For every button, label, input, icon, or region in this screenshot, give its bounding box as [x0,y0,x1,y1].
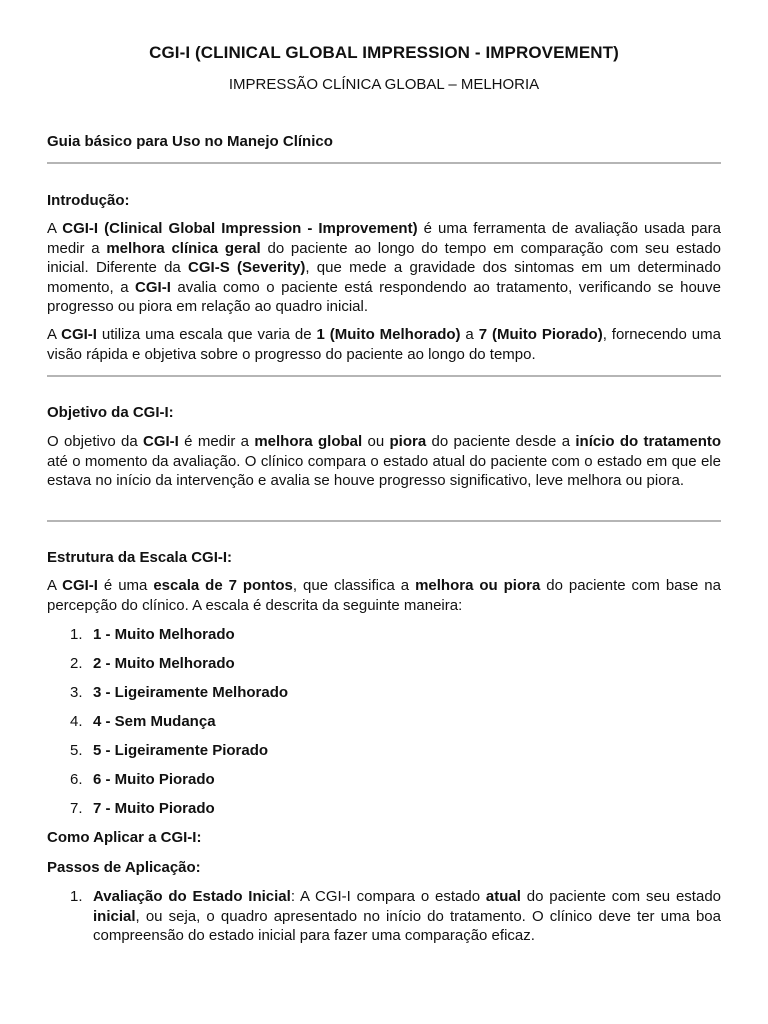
bold-text-run: atual [485,888,521,905]
step-item [47,887,721,946]
list-label: 6 - Muito Piorado [93,771,215,788]
list-label: 2 - Muito Melhorado [93,655,235,672]
bold-text-run: 7 (Muito Piorado) [478,326,603,343]
list-number: 3. [70,684,83,701]
text-run: do paciente com base na percepção do clínico. A escala é descrita da seguinte maneira: [47,577,721,614]
text-run: A [47,577,63,594]
objective-heading: Objetivo da CGI-I: [47,404,174,421]
bold-text-run: 1 (Muito Melhorado) [316,326,461,343]
bold-text-run: CGI-S (Severity) [188,259,306,277]
list-number: 1. [70,626,83,643]
text-run: do paciente desde a [426,433,576,450]
text-run: é uma [97,577,154,594]
section-divider [47,162,721,164]
section-divider [47,520,721,522]
bold-text-run: CGI-I [61,326,97,343]
text-run: A [47,220,63,237]
list-number: 4. [70,713,83,730]
text-run: , ou seja, o quadro apresentado no início do tratamento. O clínico deve ter uma boa compreensão do estado inicial para fazer uma comparação eficaz. [93,907,721,945]
objective-paragraph [47,432,721,491]
list-label: 1 - Muito Melhorado [93,626,235,643]
structure-paragraph [47,576,721,615]
text-run: , fornecendo uma visão rápida e objetiva sobre o progresso do paciente ao longo do tempo. [47,326,721,363]
text-run: utiliza uma escala que varia de [96,326,317,343]
list-label: 7 - Muito Piorado [93,800,215,817]
step-number: 1. [70,888,83,905]
list-label: 4 - Sem Mudança [93,713,216,730]
text-run: até o momento da avaliação. O clínico compara o estado atual do paciente com o estado em que ele estava no início da intervenção e avalia se houve progresso significativo, leve melhora ou piora. [47,452,721,490]
intro-heading: Introdução: [47,192,130,209]
text-run: do paciente com seu estado [520,888,722,905]
bold-text-run: melhora global [254,433,363,450]
structure-heading: Estrutura da Escala CGI-I: [47,549,233,566]
text-run: do paciente ao longo do tempo em comparação com seu estado inicial. Diferente da [47,239,721,277]
bold-text-run: melhora ou piora [415,577,541,594]
text-run: , que mede a gravidade dos sintomas em um determinado momento, a [47,259,722,296]
section-divider [47,375,721,377]
bold-text-run: CGI-I [143,433,179,450]
text-run: O objetivo da [47,433,144,450]
text-run: é uma ferramenta de avaliação usada para medir a [47,220,721,257]
application-heading: Como Aplicar a CGI-I: [47,829,202,846]
bold-text-run: piora [389,433,427,450]
list-label: 3 - Ligeiramente Melhorado [93,684,289,701]
bold-text-run: inicial [93,907,136,925]
text-run: A [47,326,62,343]
bold-text-run: Avaliação do Estado Inicial [93,888,291,905]
bold-text-run: CGI-I [135,278,171,296]
intro-paragraph-2 [47,325,721,364]
text-run: é medir a [178,433,255,450]
document-title: CGI-I (CLINICAL GLOBAL IMPRESSION - IMPROVEMENT) [149,43,619,62]
bold-text-run: início do tratamento [575,433,722,450]
steps-heading: Passos de Aplicação: [47,859,201,876]
bold-text-run: CGI-I (Clinical Global Impression - Improvement) [62,220,418,237]
intro-paragraph-1 [47,219,721,317]
text-run: : A CGI-I compara o estado [290,888,486,905]
guide-heading: Guia básico para Uso no Manejo Clínico [47,133,333,150]
bold-text-run: melhora clínica geral [106,239,261,257]
text-run: a [460,326,479,343]
list-number: 2. [70,655,83,672]
step-text [93,887,721,946]
list-number: 5. [70,742,83,759]
text-run: , que classifica a [292,577,416,594]
text-run: ou [362,433,390,450]
list-label: 5 - Ligeiramente Piorado [93,742,269,759]
document-subtitle: IMPRESSÃO CLÍNICA GLOBAL – MELHORIA [228,76,540,93]
bold-text-run: CGI-I [62,577,98,594]
text-run: avalia como o paciente está respondendo ao tratamento, verificando se houve progresso ou piora em relação ao quadro inicial. [47,278,721,316]
bold-text-run: escala de 7 pontos [153,577,293,594]
list-number: 7. [70,800,83,817]
list-number: 6. [70,771,83,788]
